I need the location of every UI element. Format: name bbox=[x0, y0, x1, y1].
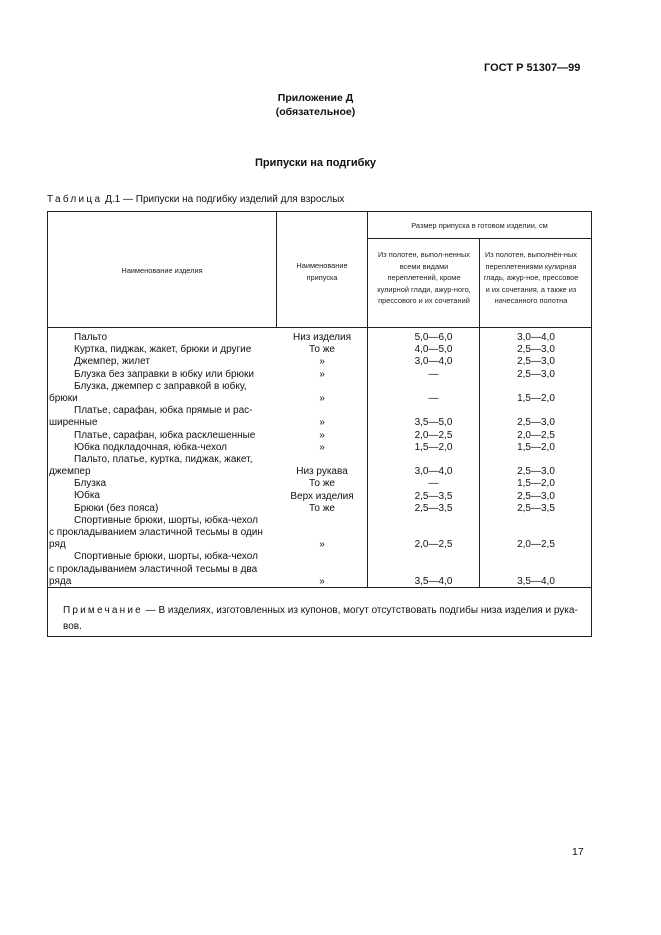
item-name-line: ширенные bbox=[49, 417, 98, 429]
value-cell: — bbox=[428, 478, 439, 490]
allowance-cell: » bbox=[319, 393, 325, 404]
item-name-line: Пальто, платье, куртка, пиджак, жакет, bbox=[74, 453, 253, 465]
value-cell: 5,0—6,0 bbox=[414, 332, 453, 343]
item-name-line: Пальто bbox=[74, 332, 108, 343]
row-divider bbox=[367, 238, 591, 239]
value-cell: 3,5—4,0 bbox=[414, 576, 453, 587]
allowance-cell: Верх изделия bbox=[290, 490, 354, 502]
value-cell: — bbox=[428, 393, 439, 404]
item-name-line: Юбка подкладочная, юбка-чехол bbox=[74, 441, 228, 453]
item-name-line: Куртка, пиджак, жакет, брюки и другие bbox=[74, 344, 252, 356]
header-size: Размер припуска в готовом изделии, см bbox=[411, 221, 548, 230]
value-cell: 3,0—4,0 bbox=[414, 356, 453, 368]
section-title: Припуски на подгибку bbox=[254, 157, 377, 169]
header-item: Наименование изделия bbox=[121, 266, 203, 275]
note-label: Примечание bbox=[63, 605, 143, 616]
value-cell: 3,0—4,0 bbox=[517, 332, 555, 343]
header-sub2: Из полотен, выполнён-ных переплетениями кулирная гладь, ажур-ное, прессовое и их сочетания, а также из начесанного полотна bbox=[483, 250, 579, 305]
note-text: — В изделиях, изготовленных из купонов, могут отсутствовать подгибы низа изделия и рука-вов. bbox=[63, 605, 578, 632]
value-cell: 2,5—3,0 bbox=[517, 344, 555, 356]
page-number: 17 bbox=[572, 846, 584, 858]
item-name-line: ряд bbox=[49, 539, 66, 551]
value-cell: 2,5—3,5 bbox=[517, 502, 555, 514]
allowance-cell: Низ рукава bbox=[296, 466, 348, 478]
appendix-status: (обязательное) bbox=[275, 106, 356, 118]
value-cell: 2,5—3,0 bbox=[517, 356, 555, 368]
value-cell: 2,0—2,5 bbox=[414, 429, 453, 441]
table-note bbox=[63, 603, 583, 634]
value-cell: 2,5—3,0 bbox=[517, 368, 555, 380]
value-cell: 2,5—3,0 bbox=[517, 417, 555, 429]
table-caption-text: — Припуски на подгибку изделий для взрослых bbox=[123, 194, 345, 205]
item-name-line: Джемпер, жилет bbox=[74, 356, 150, 368]
table-caption bbox=[47, 194, 344, 205]
allowance-cell: » bbox=[319, 539, 325, 551]
value-cell: 1,5—2,0 bbox=[414, 441, 453, 453]
col-divider bbox=[479, 238, 480, 587]
allowance-cell: То же bbox=[309, 502, 335, 514]
value-cell: — bbox=[428, 368, 439, 380]
item-name-line: Платье, сарафан, юбка прямые и рас- bbox=[74, 405, 253, 417]
allowance-cell: » bbox=[319, 356, 325, 368]
value-cell: 2,0—2,5 bbox=[517, 539, 555, 551]
value-cell: 1,5—2,0 bbox=[517, 478, 555, 490]
row-divider bbox=[48, 327, 591, 328]
allowance-cell: То же bbox=[309, 344, 335, 356]
item-name-line: Платье, сарафан, юбка расклешенные bbox=[74, 429, 256, 441]
item-name-line: с прокладыванием эластичной тесьмы в два bbox=[49, 563, 258, 575]
item-name-line: Брюки (без пояса) bbox=[74, 502, 159, 514]
allowance-cell: » bbox=[319, 441, 325, 453]
value-cell: 3,5—5,0 bbox=[414, 417, 453, 429]
table-caption-label: Таблица bbox=[47, 194, 103, 205]
header-sub1: Из полотен, выпол-ненных всеми видами переплетений, кроме кулирной глади, ажур-ного, прессового и их сочетаний bbox=[377, 250, 471, 305]
value-cell: 2,5—3,0 bbox=[517, 466, 555, 478]
item-name-line: джемпер bbox=[49, 466, 91, 478]
allowance-cell: » bbox=[319, 368, 325, 380]
allowance-cell: » bbox=[319, 576, 325, 587]
value-cell: 2,5—3,0 bbox=[517, 490, 555, 502]
item-name-line: Блузка, джемпер с заправкой в юбку, bbox=[74, 380, 247, 392]
item-name-line: с прокладыванием эластичной тесьмы в один bbox=[49, 527, 263, 538]
allowance-table bbox=[47, 211, 592, 637]
col-divider bbox=[276, 212, 277, 327]
allowance-cell: » bbox=[319, 417, 325, 429]
value-cell: 2,5—3,5 bbox=[414, 490, 453, 502]
item-name-line: брюки bbox=[49, 392, 78, 404]
item-name-line: Спортивные брюки, шорты, юбка-чехол bbox=[74, 551, 258, 563]
value-cell: 2,0—2,5 bbox=[414, 539, 453, 551]
item-name-line: ряда bbox=[49, 575, 72, 587]
value-cell: 3,5—4,0 bbox=[517, 576, 555, 587]
value-cell: 1,5—2,0 bbox=[517, 441, 555, 453]
value-cell: 1,5—2,0 bbox=[517, 393, 555, 404]
column-item-names bbox=[48, 332, 263, 588]
value-cell: 3,0—4,0 bbox=[414, 466, 453, 478]
table-caption-number: Д.1 bbox=[105, 194, 121, 205]
item-name-line: Блузка без заправки в юбку или брюки bbox=[74, 368, 254, 380]
header-allowance: Наименование припуска bbox=[296, 261, 348, 282]
allowance-cell: » bbox=[319, 429, 325, 441]
value-cell: 2,5—3,5 bbox=[414, 502, 453, 514]
value-cell: 2,0—2,5 bbox=[517, 429, 555, 441]
item-name-line: Блузка bbox=[74, 478, 107, 490]
item-name-line: Спортивные брюки, шорты, юбка-чехол bbox=[74, 514, 258, 526]
allowance-cell: Низ изделия bbox=[292, 332, 352, 343]
allowance-cell: То же bbox=[309, 478, 335, 490]
standard-number: ГОСТ Р 51307—99 bbox=[484, 62, 581, 74]
appendix-title: Приложение Д bbox=[277, 92, 354, 104]
item-name-line: Юбка bbox=[74, 490, 100, 502]
value-cell: 4,0—5,0 bbox=[414, 344, 453, 356]
